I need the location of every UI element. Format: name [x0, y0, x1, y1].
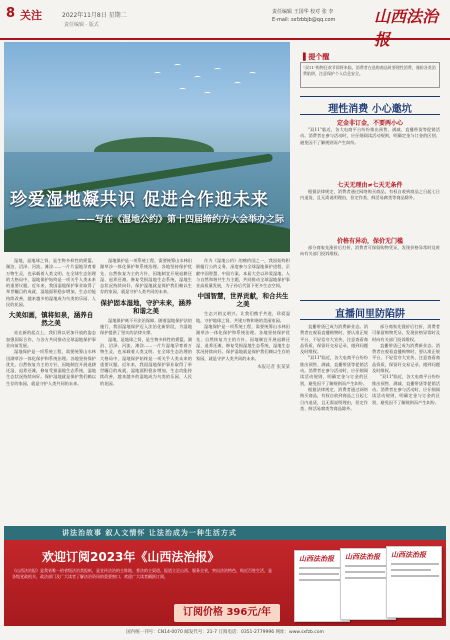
- rail-text-4a: [300, 324, 368, 522]
- page-number: 8: [6, 6, 16, 21]
- bird-icon: [234, 82, 241, 85]
- ad-paper-stack: [294, 546, 442, 624]
- rail-text-3: [300, 245, 440, 295]
- paper-line: [345, 571, 385, 573]
- article-paragraph: 湿地保护离不开法治保障。随着湿地保护法的施行，我国湿地保护迈入法治化新阶段，为湿地保护提供了坚实的法律支撑。: [100, 317, 192, 336]
- editor-credits: 责任编辑 王国华 校对 张 李: [272, 9, 334, 15]
- rail-title-1: 理性消费 小心邀坑: [328, 104, 412, 115]
- article-column-3: [196, 258, 290, 524]
- article-paragraph: 站在新的起点上，我们将以更加开放的姿态加强国际合作，与各方共同推动全球湿地保护事业向前发展。: [6, 330, 96, 348]
- article-paragraph: 湿地保护是一项系统工程，需要统筹山水林田湖草沙一体化保护和系统治理。各地坚持保护优先、自然恢复为主的方针，因地制宜开展退耕还湿、退养还滩，修复受损湿地生态系统，湿地生态状况持续向好。保护湿地就是保护我们赖以生存的家园，就是守护人类共同的未来。: [196, 324, 290, 361]
- bird-icon: [249, 72, 256, 75]
- ad-title: 欢迎订阅2023年《山西法治报》: [42, 550, 220, 564]
- rail-title-2: 直播间里防陷阱: [335, 309, 405, 320]
- headline: 珍爱湿地凝共识 促进合作迎未来: [10, 190, 269, 210]
- article-paragraph: 湿地保护是一项系统工程，需要统筹山水林田湖草沙一体化保护和系统治理。各地坚持保护优先、自然恢复为主的方针，因地制宜开展退耕还湿、退养还滩，修复受损湿地生态系统，湿地生态状况持续向好。保护湿地就是保护我们赖以生存的家园，就是守护人类共同的未来。: [100, 258, 192, 295]
- rail-paragraph: 部分商家先涨价后打折，消费者可保留购物凭证，发现价格异常时及时向有关部门投诉维权。: [300, 245, 440, 257]
- divider: [300, 300, 440, 301]
- bird-icon: [154, 72, 161, 75]
- contact-email: E-mail: sxfzbbjb@qq.com: [272, 17, 336, 23]
- article-paragraph: 生态兴则文明兴。让我们携手共进，珍爱湿地，守护地球之肾，共建万物和谐的美丽家园。: [196, 311, 290, 323]
- subheadline: ——写在《湿地公约》第十四届缔约方大会举办之际: [76, 215, 284, 225]
- article-paragraph: 作为《湿地公约》的缔约国之一，我国始终积极履行公约义务，深度参与全球湿地保护进程，贡献中国智慧、中国方案。本届大会以珍爱湿地、人与自然和谐共生为主题，共同推动全球湿地保护事业高质量发展，为子孙后代留下更多生态空间。: [196, 258, 290, 289]
- rail-subhead-1: 定金非订金，不要两小心: [336, 120, 403, 127]
- page-footer: 国内统一刊号：CN14-0070 邮发代号：21-7 订阅电话：0351-2779996 网址：www.sxfzb.com: [126, 630, 324, 635]
- article-column-2: [100, 258, 192, 524]
- article-byline: 本报记者 张某某: [257, 364, 290, 370]
- article-subhead-1: 大美如画，镇将如泉，涵养自然之美: [8, 311, 94, 328]
- article-subhead-3: 中国智慧，世界贡献，和合共生之美: [197, 292, 289, 309]
- article-column-1: [6, 258, 96, 524]
- slogan-text: 讲法治故事 叙人文情怀 让法治成为一种生活方式: [62, 529, 237, 537]
- subscription-ad: [4, 540, 446, 626]
- article-paragraph: 湿地保护是一项系统工程，需要统筹山水林田湖草沙一体化保护和系统治理。各地坚持保护优先、自然恢复为主的方针，因地制宜开展退耕还湿、退养还滩，修复受损湿地生态系统，湿地生态状况持续向好。保护湿地就是保护我们赖以生存的家园，就是守护人类共同的未来。: [6, 349, 96, 386]
- bird-icon: [179, 88, 186, 91]
- rail-paragraph: 部分商家先涨价后打折，消费者可保留购物凭证，发现价格异常时及时向有关部门投诉维权。: [372, 324, 440, 342]
- divider: [300, 114, 440, 115]
- divider: [300, 96, 440, 97]
- paper-line: [299, 573, 339, 575]
- issue-date: 2022年11月8日 星期二: [62, 12, 127, 19]
- rail-text-4b: [372, 324, 440, 522]
- rail-subhead-2: 七天无理由≠七天无条件: [337, 182, 403, 189]
- rail-note-box: [300, 62, 440, 88]
- article-subhead-2: 保护固本湿地，守护未来，涵养和谐之美: [100, 298, 192, 315]
- bird-icon: [194, 76, 201, 79]
- paper-thumbnail: [386, 546, 442, 618]
- paper-line: [391, 575, 439, 577]
- paper-line: [391, 569, 431, 571]
- rail-paragraph: "双11"临近，各大电商平台纷纷推出预售、满减、直播带货等促销活动。消费者在参与活动时，应仔细阅读活动规则，明确定金与订金的区别，避免因不了解规则而产生纠纷。: [300, 355, 368, 386]
- rail-paragraph: 根据法律规定，消费者通过网络购买商品，有权自收到商品之日起七日内退货，且无需说明理由，但定作类、鲜活易腐类等商品除外。: [300, 189, 440, 201]
- rail-paragraph: "双11"临近，各大电商平台纷纷推出预售、满减、直播带货等促销活动。消费者在参与活动时，应仔细阅读活动规则，明确定金与订金的区别，避免因不了解规则而产生纠纷。: [372, 374, 440, 405]
- ad-description: 《山西法治报》是我省唯一的省级法治类报纸，是宣传法治的主阵地、普法的主渠道。报道立足山西、服务全省，突出法治特色，贴近百姓生活，是各级党政机关、政法部门及广大读者了解法治资讯的重要窗口，欢迎广大读者踊跃订阅。: [12, 568, 272, 579]
- bird-icon: [214, 68, 221, 71]
- newspaper-logo: 山西法治报: [374, 7, 439, 49]
- divider: [300, 319, 440, 320]
- paper-logo: 山西法治报: [391, 550, 426, 559]
- hero-photo: [4, 42, 290, 252]
- rail-text-2: [300, 189, 440, 233]
- bird-icon: [174, 64, 181, 67]
- paper-logo: 山西法治报: [345, 552, 380, 561]
- rail-paragraph: "双11"临近，各大电商平台纷纷推出预售、满减、直播带货等促销活动。消费者在参与活动时，应仔细阅读活动规则，明确定金与订金的区别，避免因不了解规则而产生纠纷。: [300, 127, 440, 145]
- rail-note-title: ▌提个醒: [303, 53, 330, 61]
- ad-price: 订阅价格 396元/年: [174, 604, 280, 622]
- paper-line: [391, 563, 439, 565]
- paper-logo: 山西法治报: [299, 554, 334, 563]
- rail-text-1: [300, 127, 440, 177]
- rail-paragraph: 直播带货已成为消费新业态。消费者在观看直播购物时，要认准正规平台，不轻信夸大宣传，注意查看商品资质，保留好交易记录，遇到问题及时维权。: [300, 324, 368, 355]
- rail-paragraph: 直播带货已成为消费新业态。消费者在观看直播购物时，要认准正规平台，不轻信夸大宣传，注意查看商品资质，保留好交易记录，遇到问题及时维权。: [372, 342, 440, 374]
- rail-subhead-3: 价格有异动，保价无门槛: [336, 238, 403, 245]
- editor-line: 责任编辑 · 版式: [64, 22, 99, 28]
- slogan-strip: [4, 526, 446, 540]
- rail-paragraph: 根据法律规定，消费者通过网络购买商品，有权自收到商品之日起七日内退货，且无需说明理由，但定作类、鲜活易腐类等商品除外。: [300, 386, 368, 411]
- rail-note-text: "双11"购物狂欢节即将来临，消费者在选购商品时要理性消费，谨防各类消费陷阱，注意保护个人信息安全。: [303, 65, 436, 76]
- section-name: 关注: [20, 9, 42, 22]
- article-paragraph: 湿地，是地球之肾，是生物多样性的摇篮。湖泊、沼泽、河流、滩涂……一片片湿地孕育着万物生灵，也承载着人类文明。在全球生态治理的大格局中，湿地保护始终是一项关乎人类未来的重要议题。近年来，我国湿地保护事业取得了举世瞩目的成就，湿地面积稳步增加，生态功能持续改善，越来越多的湿地成为鸟类的乐园、人民的花园。: [100, 336, 192, 386]
- page-header: [0, 0, 450, 49]
- bird-icon: [204, 92, 211, 95]
- header-right-info: [272, 8, 335, 24]
- article-paragraph: 湿地，是地球之肾，是生物多样性的摇篮。湖泊、沼泽、河流、滩涂……一片片湿地孕育着万物生灵，也承载着人类文明。在全球生态治理的大格局中，湿地保护始终是一项关乎人类未来的重要议题。近年来，我国湿地保护事业取得了举世瞩目的成就，湿地面积稳步增加，生态功能持续改善，越来越多的湿地成为鸟类的乐园、人民的花园。: [6, 258, 96, 308]
